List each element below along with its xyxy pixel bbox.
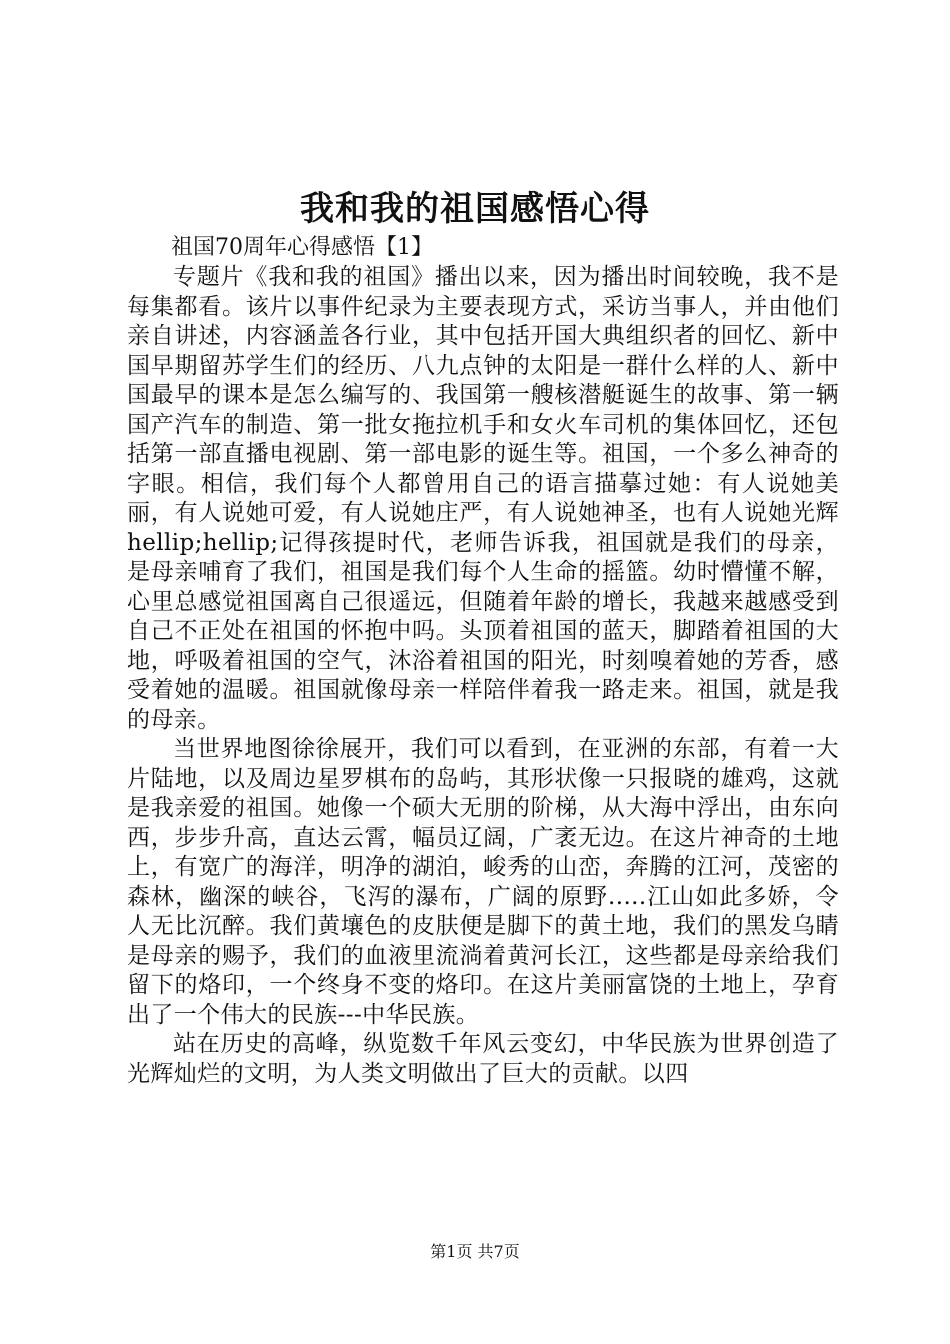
paragraph-2: 当世界地图徐徐展开，我们可以看到，在亚洲的东部，有着一大片陆地，以及周边星罗棋布的岛屿，其形状像一只报晓的雄鸡，这就是我亲爱的祖国。她像一个硕大无朋的阶梯，从大海中浮出，由东向西，步步升高，直达云霄，幅员辽阔，广袤无边。在这片神奇的土地上，有宽广的海洋，明净的湖泊，峻秀的山峦，奔腾的江河，茂密的森林，幽深的峡谷，飞泻的瀑布，广阔的原野.....江山如此多娇，令人无比沉醉。我们黄壤色的皮肤便是脚下的黄土地，我们的黑发乌睛是母亲的赐予，我们的血液里流淌着黄河长江，这些都是母亲给我们留下的烙印，一个终身不变的烙印。在这片美丽富饶的土地上，孕育出了一个伟大的民族---中华民族。	[127, 736, 839, 1028]
section-heading: 祖国70周年心得感悟【1】	[171, 235, 433, 260]
document-title: 我和我的祖国感悟心得	[300, 189, 650, 229]
document-body	[127, 232, 839, 1089]
paragraph-3: 站在历史的高峰，纵览数千年风云变幻，中华民族为世界创造了光辉灿烂的文明，为人类文明做出了巨大的贡献。以四	[127, 1031, 839, 1087]
page-footer: 第1页 共7页	[430, 1242, 520, 1261]
paragraph-1: 专题片《我和我的祖国》播出以来，因为播出时间较晚，我不是每集都看。该片以事件纪录为主要表现方式，采访当事人，并由他们亲自讲述，内容涵盖各行业，其中包括开国大典组织者的回忆、新中国早期留苏学生们的经历、八九点钟的太阳是一群什么样的人、新中国最早的课本是怎么编写的、我国第一艘核潜艇诞生的故事、第一辆国产汽车的制造、第一批女拖拉机手和女火车司机的集体回忆，还包括第一部直播电视剧、第一部电影的诞生等。祖国，一个多么神奇的字眼。相信，我们每个人都曾用自己的语言描摹过她：有人说她美丽，有人说她可爱，有人说她庄严，有人说她神圣，也有人说她光辉hellip;hellip;记得孩提时代，老师告诉我，祖国就是我们的母亲，是母亲哺育了我们，祖国是我们每个人生命的摇篮。幼时懵懂不解，心里总感觉祖国离自己很遥远，但随着年龄的增长，我越来越感受到自己不正处在祖国的怀抱中吗。头顶着祖国的蓝天，脚踏着祖国的大地，呼吸着祖国的空气，沐浴着祖国的阳光，时刻嗅着她的芳香，感受着她的温暖。祖国就像母亲一样陪伴着我一路走来。祖国，就是我的母亲。	[127, 264, 839, 733]
